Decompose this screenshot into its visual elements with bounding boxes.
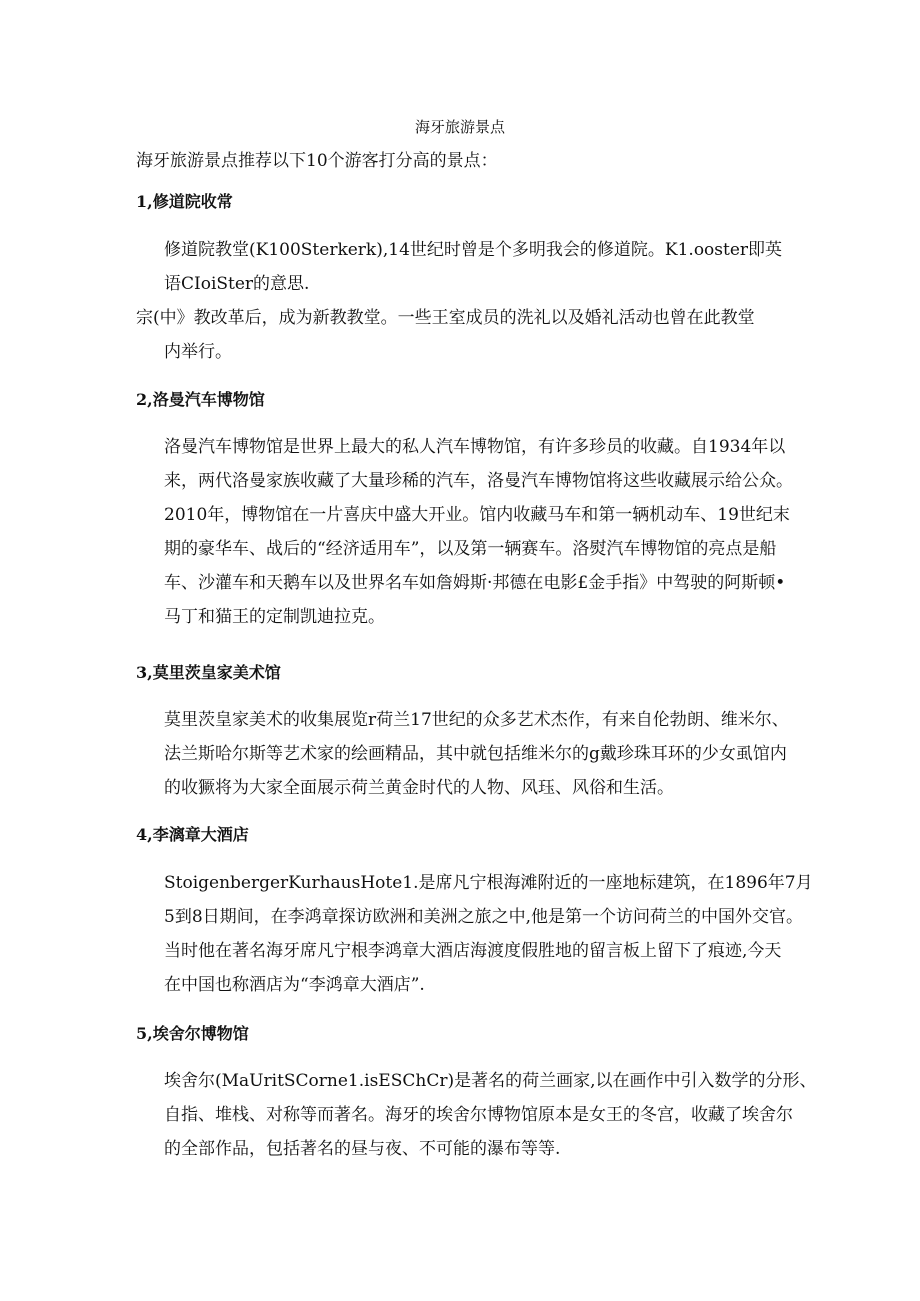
section-3-line: 法兰斯哈尔斯等艺术家的绘画精品，其中就包括维米尔的g戴珍珠耳环的少女虱馆内 [164, 744, 787, 764]
section-4-line: StoigenbergerKurhausHote1.是席凡宁根海滩附近的一座地标建筑，在1896年7月 [164, 873, 813, 893]
section-heading-3: 3,莫里茨皇家美术馆 [136, 663, 281, 682]
section-4-line: 当时他在著名海牙席凡宁根李鸿章大酒店海渡度假胜地的留言板上留下了痕迹,今天 [164, 941, 782, 961]
section-2-line: 马丁和猫王的定制凯迪拉克。 [164, 607, 385, 627]
section-body-1 [136, 233, 804, 369]
section-heading-4: 4,李漓章大酒店 [136, 825, 249, 844]
section-1-line: 语CIoiSter的意思. [164, 274, 310, 294]
document-title: 海牙旅游景点 [414, 118, 505, 136]
section-4-line: 在中国也称酒店为“李鸿章大酒店”. [164, 975, 425, 995]
section-3-line: 莫里茨皇家美术的收集展览r荷兰17世纪的众多艺术杰作，有来自伦勃朗、维米尔、 [164, 710, 789, 730]
section-3-line: 的收獗将为大家全面展示荷兰黄金时代的人物、风珏、风俗和生活。 [164, 778, 674, 798]
section-5-line: 埃舍尔(MaUritSCorne1.isESChCr)是著名的荷兰画家,以在画作中引入数学的分形、 [164, 1071, 817, 1091]
section-body-4 [164, 866, 813, 1002]
section-1-line: 宗(中》教改革后，成为新教教堂。一些王室成员的洗礼以及婚礼活动也曾在此教堂 [136, 308, 755, 328]
section-1-line: 内举行。 [164, 342, 232, 362]
section-heading-1: 1,修道院收常 [136, 192, 233, 211]
section-body-2 [164, 430, 804, 634]
section-2-line: 期的豪华车、战后的“经济适用车”，以及第一辆赛车。洛熨汽车博物馆的亮点是船 [164, 539, 777, 559]
section-heading-5: 5,埃舍尔博物馆 [136, 1024, 249, 1043]
section-body-3 [164, 703, 804, 805]
section-2-line: 洛曼汽车博物馆是世界上最大的私人汽车博物馆，有许多珍员的收藏。自1934年以 [164, 437, 786, 457]
section-4-line: 5到8日期间，在李鸿章探访欧洲和美洲之旅之中,他是第一个访问荷兰的中国外交官。 [164, 907, 804, 927]
section-2-line: 车、沙灌车和天鹅车以及世界名车如詹姆斯·邦德在电影£金手指》中驾驶的阿斯顿• [164, 573, 786, 593]
intro-text: 海牙旅游景点推荐以下10个游客打分高的景点： [136, 151, 498, 171]
section-1-line: 修道院教堂(K100Sterkerk),14世纪时曾是个多明我会的修道院。K1.ooster即英 [164, 240, 783, 260]
section-5-line: 自指、堆栈、对称等而著名。海牙的埃舍尔博物馆原本是女王的冬宫，收藏了埃舍尔 [164, 1105, 793, 1125]
section-body-5 [164, 1064, 817, 1166]
section-heading-2: 2,洛曼汽车博物馆 [136, 390, 265, 409]
section-2-line: 来，两代洛曼家族收藏了大量珍稀的汽车，洛曼汽车博物馆将这些收藏展示给公众。 [164, 471, 793, 491]
section-5-line: 的全部作品，包括著名的昼与夜、不可能的瀑布等等. [164, 1139, 561, 1159]
section-2-line: 2010年，博物馆在一片喜庆中盛大开业。馆内收藏马车和第一辆机动车、19世纪末 [164, 505, 790, 525]
